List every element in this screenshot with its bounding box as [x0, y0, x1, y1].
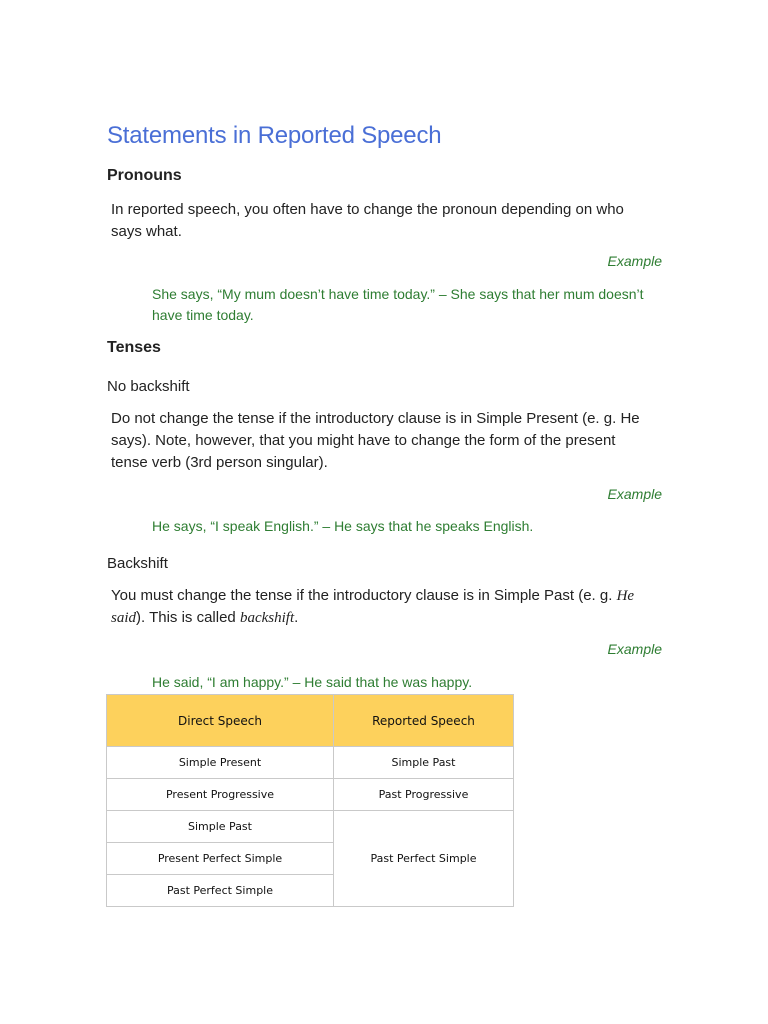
header-direct-speech: Direct Speech — [107, 695, 334, 747]
backshift-text-part: ). This is called — [136, 609, 240, 626]
no-backshift-subheading: No backshift — [107, 378, 190, 395]
table-cell: Present Progressive — [107, 779, 334, 811]
table-header-row — [107, 695, 514, 747]
table-cell: Past Progressive — [334, 779, 514, 811]
no-backshift-example-label: Example — [607, 486, 662, 502]
backshift-term: backshift — [239, 610, 295, 626]
header-reported-speech: Reported Speech — [334, 695, 514, 747]
table-cell: Past Perfect Simple — [107, 875, 334, 907]
he-said-term: He said — [111, 588, 635, 626]
table-cell: Simple Past — [334, 747, 514, 779]
backshift-text-part: . — [294, 609, 299, 626]
backshift-text-part: You must change the tense if the introductory clause is in Simple Past (e. g. — [111, 587, 617, 604]
table-row — [107, 747, 514, 779]
backshift-subheading: Backshift — [107, 555, 168, 572]
no-backshift-example: He says, “I speak English.” – He says that he speaks English. — [152, 518, 534, 534]
table-cell: Present Perfect Simple — [107, 843, 334, 875]
table-cell: Simple Past — [107, 811, 334, 843]
table-cell: Simple Present — [107, 747, 334, 779]
page-title: Statements in Reported Speech — [107, 122, 442, 149]
pronouns-example: She says, “My mum doesn’t have time today.” – She says that her mum doesn’t have time today. — [152, 286, 644, 323]
pronouns-example-label: Example — [607, 253, 662, 269]
tenses-heading: Tenses — [107, 339, 161, 356]
no-backshift-text: Do not change the tense if the introductory clause is in Simple Present (e. g. He says). Note, however, that you might have to change the form of the present tense verb (3rd person singular). — [111, 410, 640, 471]
backshift-example: He said, “I am happy.” – He said that he was happy. — [152, 674, 473, 690]
table-cell-merged: Past Perfect Simple — [334, 811, 514, 907]
pronouns-text: In reported speech, you often have to change the pronoun depending on who says what. — [111, 201, 624, 240]
backshift-example-label: Example — [607, 641, 662, 657]
pronouns-heading: Pronouns — [107, 167, 182, 184]
table-row — [107, 811, 514, 843]
backshift-text — [111, 585, 656, 629]
tense-table — [106, 694, 514, 907]
table-row — [107, 779, 514, 811]
